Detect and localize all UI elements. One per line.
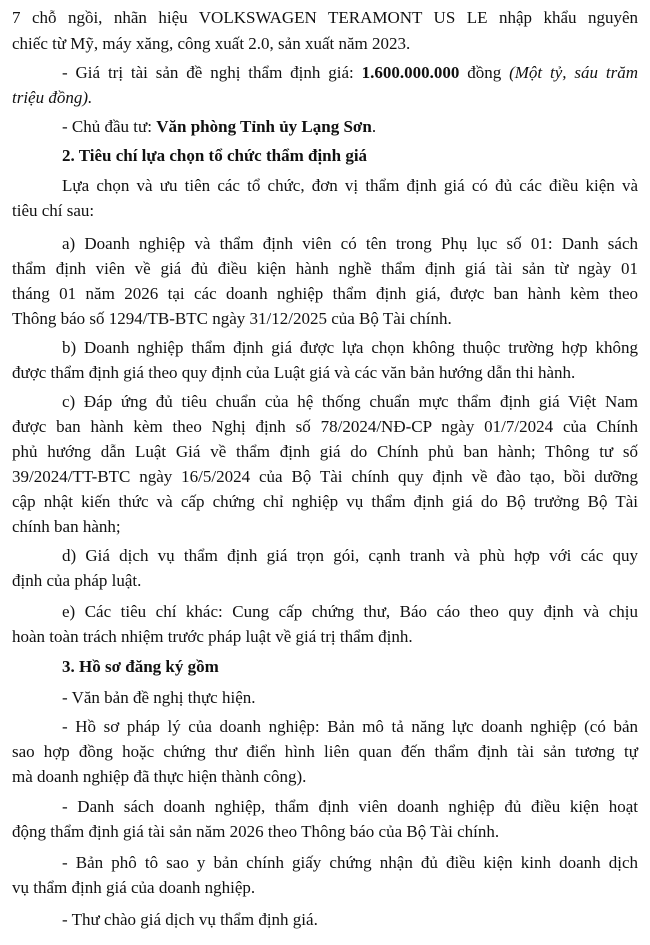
criterion-a: a) Doanh nghiệp và thẩm định viên có tên trong Phụ lục số 01: Danh sách: [62, 234, 638, 253]
vehicle-description-line: chiếc từ Mỹ, máy xăng, công xuất 2.0, sản xuất năm 2023.: [12, 34, 411, 53]
document-item: - Danh sách doanh nghiệp, thẩm định viên doanh nghiệp đủ điều kiện hoạt: [62, 797, 638, 816]
criterion-c: chính ban hành;: [12, 517, 121, 536]
criterion-a: thẩm định viên về giá đủ điều kiện hành nghề thẩm định giá tài sản từ ngày 01: [12, 259, 638, 278]
asset-value-line: [62, 63, 638, 83]
criterion-d: d) Giá dịch vụ thẩm định giá trọn gói, cạnh tranh và phù hợp với các quy: [62, 546, 638, 565]
asset-value-words-cont: triệu đồng).: [12, 88, 93, 107]
investor-label: - Chủ đầu tư:: [62, 117, 157, 136]
vehicle-description-line: 7 chỗ ngồi, nhãn hiệu VOLKSWAGEN TERAMONT US LE nhập khẩu nguyên: [12, 8, 638, 27]
section-2-heading: 2. Tiêu chí lựa chọn tổ chức thẩm định giá: [62, 146, 368, 165]
document-item: - Bản phô tô sao y bản chính giấy chứng nhận đủ điều kiện kinh doanh dịch: [62, 853, 638, 872]
asset-value-amount: 1.600.000.000: [361, 63, 460, 82]
asset-value-words: (Một tỷ, sáu trăm: [509, 63, 638, 82]
document-item: động thẩm định giá tài sản năm 2026 theo Thông báo của Bộ Tài chính.: [12, 822, 500, 841]
criterion-b: được thẩm định giá theo quy định của Luật giá và các văn bản hướng dẫn thi hành.: [12, 363, 576, 382]
document-item: sao hợp đồng hoặc chứng thư điển hình liên quan đến thẩm định tài sản tương tự: [12, 742, 638, 761]
criterion-e: hoàn toàn trách nhiệm trước pháp luật về giá trị thẩm định.: [12, 627, 413, 646]
criterion-a: Thông báo số 1294/TB-BTC ngày 31/12/2025 của Bộ Tài chính.: [12, 309, 452, 328]
investor-name: Văn phòng Tỉnh ủy Lạng Sơn: [156, 117, 372, 136]
criterion-e: e) Các tiêu chí khác: Cung cấp chứng thư, Báo cáo theo quy định và chịu: [62, 602, 638, 621]
section-3-heading: 3. Hồ sơ đăng ký gồm: [62, 657, 219, 676]
document-item: mà doanh nghiệp đã thực hiện thành công).: [12, 767, 307, 786]
section-2-lead: Lựa chọn và ưu tiên các tổ chức, đơn vị thẩm định giá có đủ các điều kiện và: [62, 176, 638, 195]
criterion-a: tháng 01 năm 2026 tại các doanh nghiệp thẩm định giá, được ban hành kèm theo: [12, 284, 638, 303]
document-item: - Hồ sơ pháp lý của doanh nghiệp: Bản mô tả năng lực doanh nghiệp (có bản: [62, 717, 638, 736]
document-item: vụ thẩm định giá của doanh nghiệp.: [12, 878, 256, 897]
criterion-c: được ban hành kèm theo Nghị định số 78/2024/NĐ-CP ngày 01/7/2024 của Chính: [12, 417, 638, 436]
investor-period: .: [371, 117, 377, 136]
criterion-c: phủ hướng dẫn Luật Giá về thẩm định giá do Chính phủ ban hành; Thông tư số: [12, 442, 638, 461]
document-item: - Văn bản đề nghị thực hiện.: [62, 688, 256, 707]
criterion-c: cập nhật kiến thức và cấp chứng chỉ nghiệp vụ thẩm định giá do Bộ trưởng Bộ Tài: [12, 492, 638, 511]
criterion-b: b) Doanh nghiệp thẩm định giá được lựa chọn không thuộc trường hợp không: [62, 338, 638, 357]
criterion-d: định của pháp luật.: [12, 571, 142, 590]
section-2-lead: tiêu chí sau:: [12, 201, 95, 220]
criterion-c: 39/2024/TT-BTC ngày 16/5/2024 của Bộ Tài chính quy định về đào tạo, bồi dưỡng: [12, 467, 638, 486]
asset-value-label: - Giá trị tài sản đề nghị thẩm định giá:: [62, 63, 362, 82]
asset-value-unit: đồng: [459, 63, 510, 82]
criterion-c: c) Đáp ứng đủ tiêu chuẩn của hệ thống chuẩn mực thẩm định giá Việt Nam: [62, 392, 638, 411]
investor-line: [62, 117, 638, 137]
document-item: - Thư chào giá dịch vụ thẩm định giá.: [62, 910, 318, 929]
